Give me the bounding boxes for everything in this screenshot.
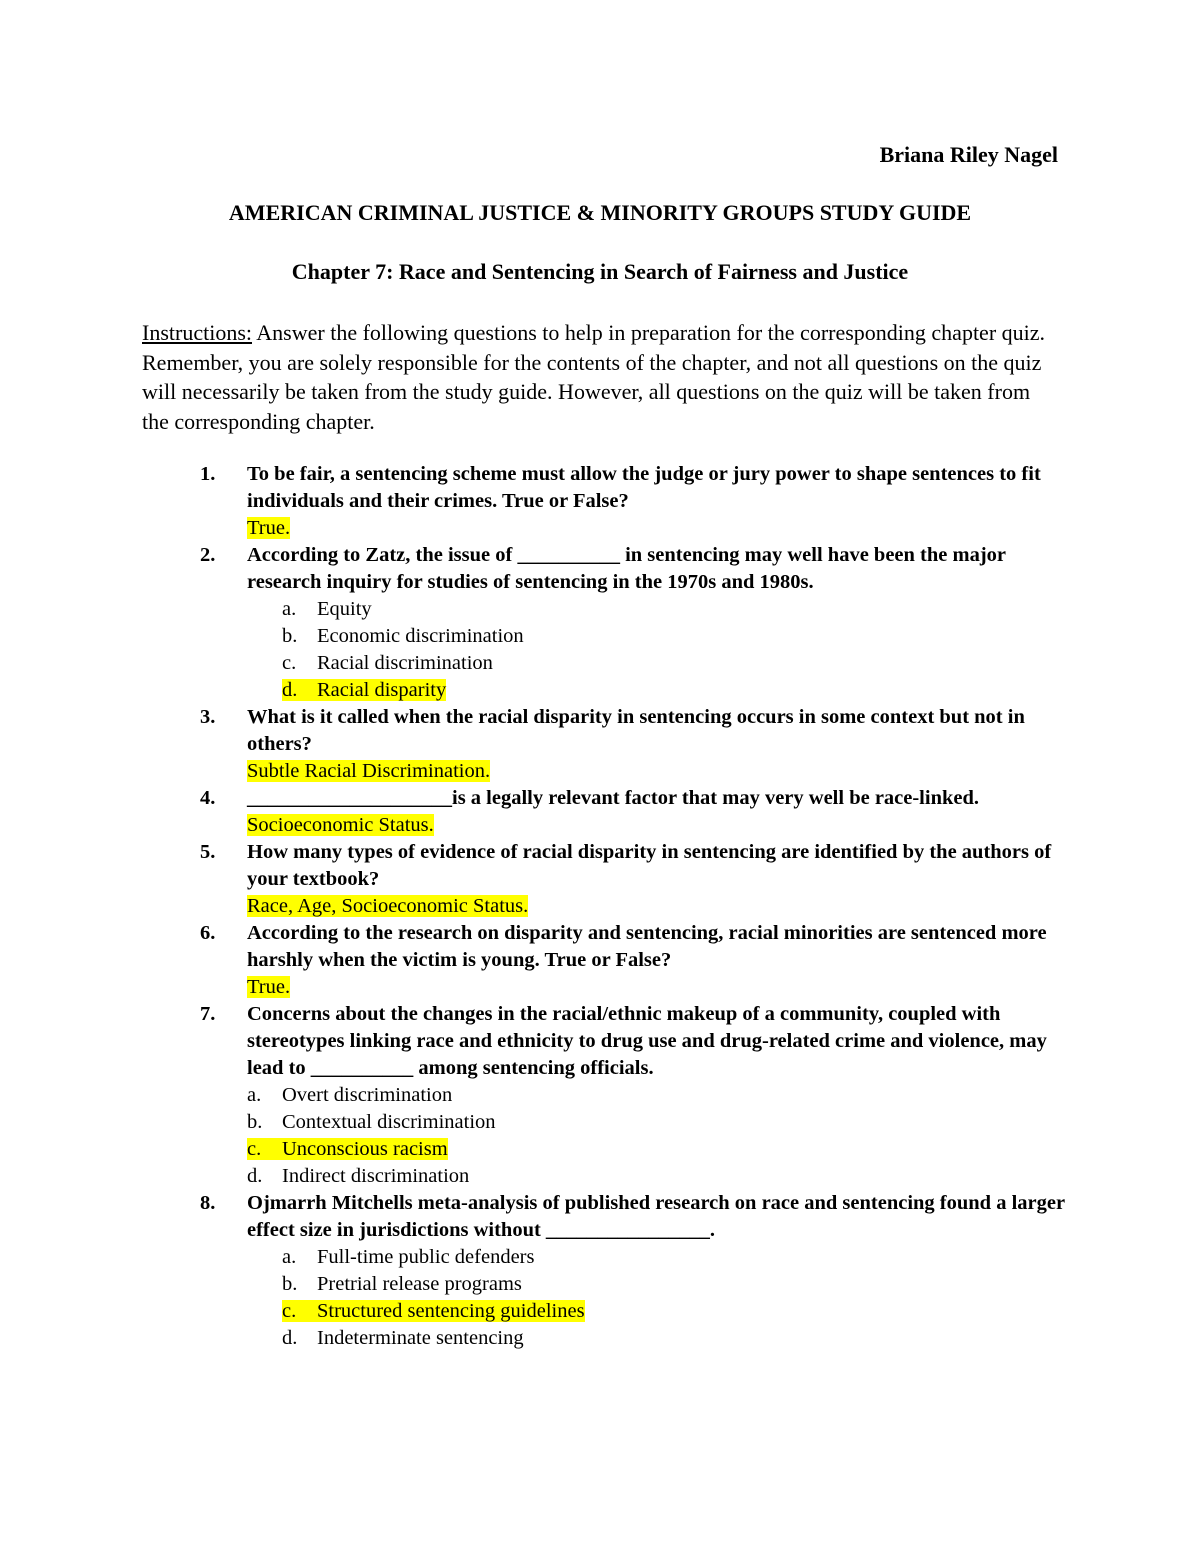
author-name: Briana Riley Nagel [879,142,1058,167]
question-number: 4. [200,787,216,809]
option-list [247,1244,1070,1352]
option-text: Racial disparity [317,679,447,701]
question-text: To be fair, a sentencing scheme must allow the judge or jury power to shape sentences to fit individuals and their crimes. True or False? [247,463,1041,512]
question-text: According to Zatz, the issue of __________ in sentencing may well have been the major research inquiry for studies of sentencing in the 1970s and 1980s. [247,544,1006,593]
answer-highlight: Socioeconomic Status. [247,814,434,836]
question-text: Ojmarrh Mitchells meta-analysis of published research on race and sentencing found a larger effect size in jurisdictions without ________________. [247,1192,1065,1241]
answer-highlight: True. [247,976,291,998]
question-list [200,461,1070,1352]
option-list [247,596,1070,704]
option-letter: b. [282,625,298,647]
option-d [247,1163,1070,1190]
option-b [247,1109,1070,1136]
option-text: Indirect discrimination [282,1165,470,1187]
question-text: According to the research on disparity and sentencing, racial minorities are sentenced more harshly when the victim is young. True or False? [247,922,1047,971]
question-5 [200,839,1070,920]
option-c [247,650,1070,677]
question-text: What is it called when the racial disparity in sentencing occurs in some context but not in others? [247,706,1025,755]
question-number: 1. [200,463,216,485]
question-4 [200,785,1070,839]
option-letter: a. [247,1084,262,1106]
answer-highlight: True. [247,517,291,539]
answer-highlight [282,679,446,701]
option-c-correct [247,1298,1070,1325]
answer-highlight [247,1138,448,1160]
answer-highlight: Subtle Racial Discrimination. [247,760,491,782]
option-c-correct [247,1136,1070,1163]
instructions-label: Instructions: [142,320,252,345]
option-text: Equity [317,598,372,620]
question-3 [200,704,1070,785]
option-d-correct [247,677,1070,704]
option-text: Overt discrimination [282,1084,453,1106]
option-d [247,1325,1070,1352]
option-a [247,1082,1070,1109]
question-number: 5. [200,841,216,863]
question-number: 8. [200,1192,216,1214]
option-text: Structured sentencing guidelines [317,1300,585,1322]
option-text: Contextual discrimination [282,1111,496,1133]
question-number: 7. [200,1003,216,1025]
answer-highlight: Race, Age, Socioeconomic Status. [247,895,529,917]
option-letter: c. [247,1138,262,1160]
option-letter: a. [282,1246,297,1268]
option-text: Pretrial release programs [317,1273,522,1295]
option-letter: b. [247,1111,263,1133]
question-text: How many types of evidence of racial disparity in sentencing are identified by the authors of your textbook? [247,841,1052,890]
question-number: 6. [200,922,216,944]
question-7 [200,1001,1070,1190]
option-letter: c. [282,1300,297,1322]
option-text: Indeterminate sentencing [317,1327,524,1349]
option-a [247,596,1070,623]
answer-highlight [282,1300,585,1322]
document-title: AMERICAN CRIMINAL JUSTICE & MINORITY GROUPS STUDY GUIDE [228,200,972,225]
question-6 [200,920,1070,1001]
question-1 [200,461,1070,542]
question-2 [200,542,1070,704]
option-letter: d. [282,1327,298,1349]
question-text: ____________________is a legally relevant factor that may very well be race-linked. [247,787,980,809]
option-letter: a. [282,598,297,620]
option-text: Full-time public defenders [317,1246,535,1268]
option-b [247,623,1070,650]
option-a [247,1244,1070,1271]
option-letter: c. [282,652,297,674]
question-number: 2. [200,544,216,566]
option-text: Unconscious racism [282,1138,448,1160]
question-8 [200,1190,1070,1352]
option-b [247,1271,1070,1298]
option-list [247,1082,1070,1190]
option-letter: b. [282,1273,298,1295]
question-number: 3. [200,706,216,728]
option-text: Racial discrimination [317,652,493,674]
question-text: Concerns about the changes in the racial/ethnic makeup of a community, coupled with stereotypes linking race and ethnicity to drug use and drug-related crime and violence, may lead to __________ among sentencing officials. [247,1003,1047,1079]
option-letter: d. [247,1165,263,1187]
instructions-paragraph [142,318,1062,436]
chapter-heading: Chapter 7: Race and Sentencing in Search of Fairness and Justice [291,259,909,284]
option-letter: d. [282,679,298,701]
option-text: Economic discrimination [317,625,524,647]
instructions-text: Answer the following questions to help in preparation for the corresponding chapter quiz. Remember, you are solely responsible for the contents of the chapter, and not all questions on the quiz will necessarily be taken from the study guide. However, all questions on the quiz will be taken from the corresponding chapter. [142,320,1046,434]
